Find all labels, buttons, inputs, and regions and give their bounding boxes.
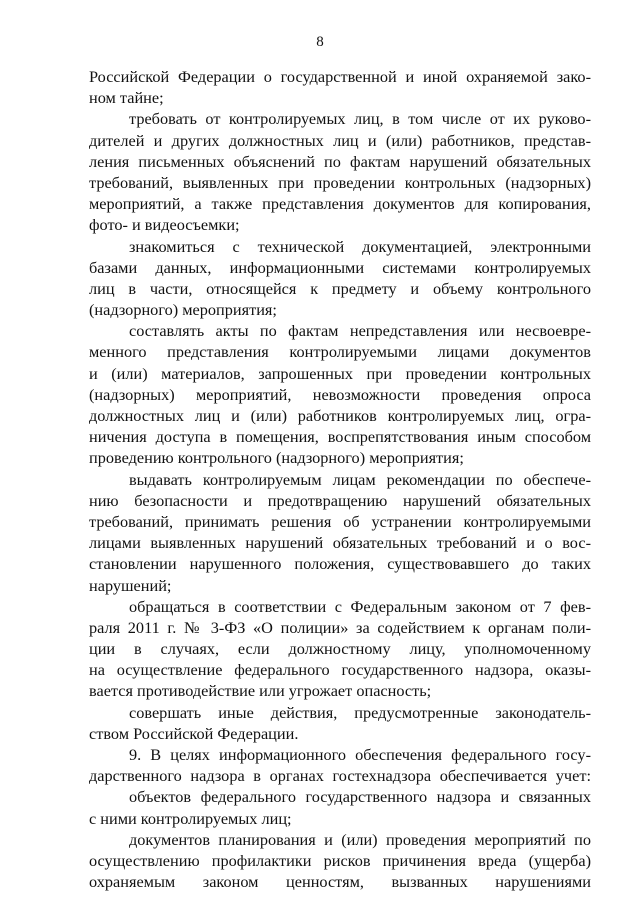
text-line: раля 2011 г. № 3-ФЗ «О полиции» за содействием к органам поли- xyxy=(89,617,591,637)
text-line: нарушений; xyxy=(89,575,172,595)
text-line: совершать иные действия, предусмотренные законодатель- xyxy=(129,702,591,722)
text-line: документов планирования и (или) проведения мероприятий по xyxy=(129,829,591,849)
text-line: с ними контролируемых лиц; xyxy=(89,808,292,828)
text-line: базами данных, информационными системами контролируемых xyxy=(89,257,591,277)
text-line: лиц в части, относящейся к предмету и объему контрольного xyxy=(89,278,591,298)
text-line: должностных лиц и (или) работников контролируемых лиц, огра- xyxy=(89,406,591,425)
text-line: требований, принимать решения об устранении контролируемыми xyxy=(89,511,591,531)
text-line: становлении нарушенного положения, существовавшего до таких xyxy=(89,554,591,574)
text-line: лицами выявленных нарушений обязательных требований и о вос- xyxy=(89,533,591,553)
text-line: ции в случаях, если должностному лицу, уполномоченному xyxy=(89,639,591,659)
text-line: нию безопасности и предотвращению нарушений обязательных xyxy=(89,490,591,510)
text-line: знакомиться с технической документацией, электронными xyxy=(129,236,591,256)
text-line: менного представления контролируемыми лицами документов xyxy=(89,342,591,362)
text-line: 9. В целях информационного обеспечения федерального госу- xyxy=(129,745,591,764)
text-line: обращаться в соответствии с Федеральным законом от 7 фев- xyxy=(129,596,591,616)
text-line: (надзорных) мероприятий, невозможности проведения опроса xyxy=(89,384,591,404)
text-line: на осуществление федерального государственного надзора, оказы- xyxy=(89,660,591,680)
text-line: дарственного надзора в органах гостехнадзора обеспечивается учет: xyxy=(89,766,591,786)
text-line: объектов федерального государственного надзора и связанных xyxy=(129,787,591,807)
text-line: выдавать контролируемым лицам рекомендации по обеспече- xyxy=(129,469,591,489)
text-line: составлять акты по фактам непредставления или несвоевре- xyxy=(129,321,591,341)
text-line: ничения доступа в помещения, воспрепятствования иным способом xyxy=(89,427,591,447)
document-body xyxy=(89,66,591,892)
text-line: проведению контрольного (надзорного) мероприятия; xyxy=(89,448,464,468)
text-line: мероприятий, а также представления документов для копирования, xyxy=(89,194,591,214)
text-line: вается противодействие или угрожает опасность; xyxy=(89,681,432,701)
text-line: ством Российской Федерации. xyxy=(89,723,299,743)
text-line: Российской Федерации о государственной и иной охраняемой зако- xyxy=(89,67,591,86)
text-line: фото- и видеосъемки; xyxy=(89,215,240,235)
page-number: 8 xyxy=(316,34,324,50)
text-line: требовать от контролируемых лиц, в том числе от их руково- xyxy=(129,109,591,129)
text-line: (надзорного) мероприятия; xyxy=(89,300,277,320)
text-line: осуществлению профилактики рисков причинения вреда (ущерба) xyxy=(89,850,591,870)
text-line: и (или) материалов, запрошенных при проведении контрольных xyxy=(89,363,591,383)
text-line: ном тайне; xyxy=(89,88,164,108)
text-line: ления письменных объяснений по фактам нарушений обязательных xyxy=(89,151,591,171)
text-line: дителей и других должностных лиц и (или) работников, представ- xyxy=(89,130,591,150)
text-line: охраняемым законом ценностям, вызванных нарушениями xyxy=(89,872,591,892)
text-line: требований, выявленных при проведении контрольных (надзорных) xyxy=(89,172,591,192)
